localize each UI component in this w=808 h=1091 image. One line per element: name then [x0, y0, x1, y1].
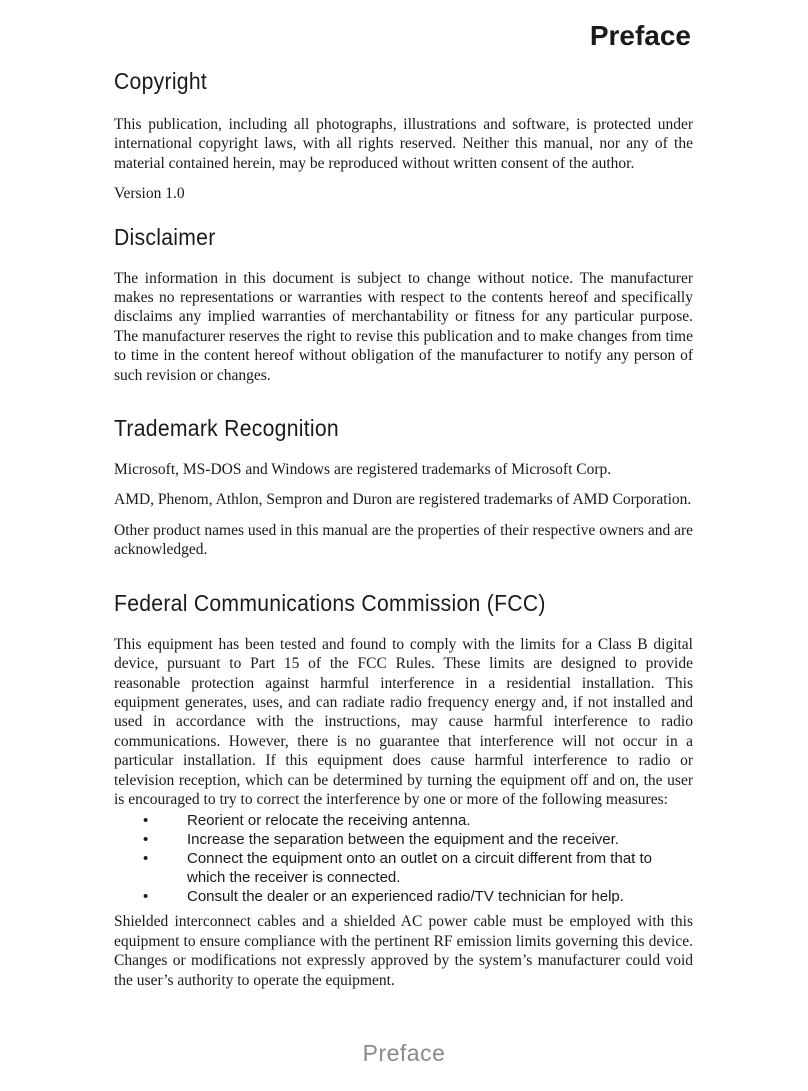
trademark-other-paragraph: Other product names used in this manual are the properties of their respective owners and are acknowledged. — [114, 521, 693, 559]
measure-text: Reorient or relocate the receiving antenna. — [187, 812, 471, 830]
trademark-microsoft-paragraph: Microsoft, MS-DOS and Windows are registered trademarks of Microsoft Corp. — [114, 461, 612, 479]
fcc-measures-list — [114, 811, 693, 906]
list-item — [114, 849, 693, 887]
list-item — [114, 830, 693, 849]
disclaimer-paragraph: The information in this document is subject to change without notice. The manufacturer makes no representations or warranties with respect to the contents hereof and specifically disclaims any implied warranties of merchantability or fitness for any particular purpose. The manufacturer reserves the right to revise this publication and to make changes from time to time in the content hereof without obligation of the manufacturer to notify any person of such revision or changes. — [114, 269, 693, 384]
fcc-closing-paragraph: Shielded interconnect cables and a shielded AC power cable must be employed with this equipment to ensure compliance with the pertinent RF emission limits governing this device. Changes or modifications not expressly approved by the system’s manufacturer could void the user’s authority to operate the equipment. — [114, 913, 693, 989]
bullet-icon: • — [143, 850, 149, 868]
bullet-icon: • — [143, 888, 149, 906]
trademark-amd-paragraph: AMD, Phenom, Athlon, Sempron and Duron are registered trademarks of AMD Corporation. — [114, 491, 692, 509]
list-item — [114, 887, 693, 906]
bullet-icon: • — [143, 812, 149, 830]
list-item — [114, 811, 693, 830]
copyright-paragraph: This publication, including all photographs, illustrations and software, is protected under international copyright laws, with all rights reserved. Neither this manual, nor any of the material contained herein, may be reproduced without written consent of the author. — [114, 116, 693, 172]
bullet-icon: • — [143, 831, 149, 849]
trademark-heading: Trademark Recognition — [114, 415, 339, 442]
measure-text: Consult the dealer or an experienced radio/TV technician for help. — [187, 888, 624, 906]
document-body — [114, 64, 693, 990]
running-header: Preface — [589, 20, 691, 51]
version-paragraph: Version 1.0 — [114, 185, 185, 203]
measure-text: Increase the separation between the equipment and the receiver. — [187, 831, 619, 849]
copyright-heading: Copyright — [114, 68, 208, 94]
measure-text: Connect the equipment onto an outlet on a circuit different from that to which the receiver is connected. — [187, 850, 653, 887]
fcc-intro-paragraph: This equipment has been tested and found to comply with the limits for a Class B digital device, pursuant to Part 15 of the FCC Rules. These limits are designed to provide reasonable protection against harmful interference in a residential installation. This equipment generates, uses, and can radiate radio frequency energy and, if not installed and used in accordance with the instructions, may cause harmful interference to radio communications. However, there is no guarantee that interference will not occur in a particular installation. If this equipment does cause harmful interference to radio or television reception, which can be determined by turning the equipment off and on, the user is encouraged to try to correct the interference by one or more of the following measures: — [114, 635, 693, 808]
disclaimer-heading: Disclaimer — [114, 223, 216, 250]
fcc-heading: Federal Communications Commission (FCC) — [114, 589, 546, 616]
running-footer: Preface — [362, 1040, 446, 1066]
